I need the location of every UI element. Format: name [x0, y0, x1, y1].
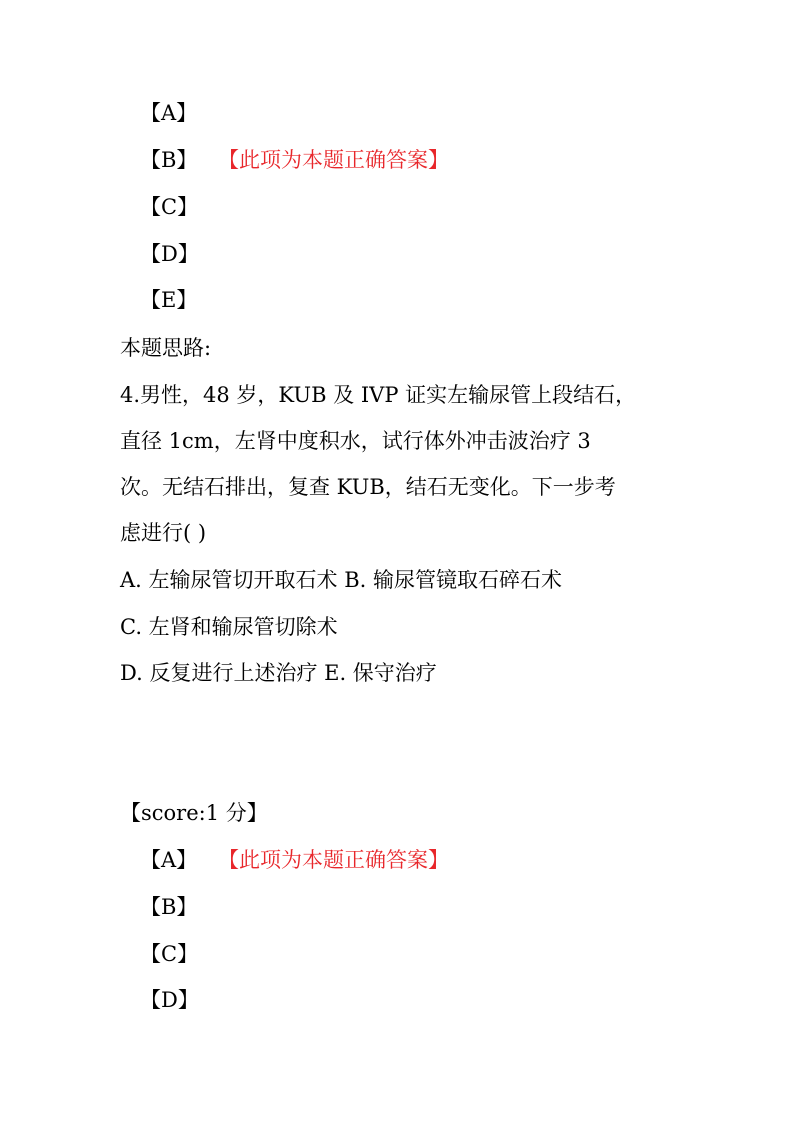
correct-answer-mark: 【此项为本题正确答案】 [218, 848, 449, 872]
option-row [140, 845, 449, 875]
question-stem-line: 虑进行( ) [120, 521, 207, 545]
option-label: 【E】 [140, 288, 198, 312]
question-choice-line: C. 左肾和输尿管切除术 [120, 615, 338, 639]
option-label: 【D】 [140, 988, 199, 1012]
option-row [140, 985, 218, 1015]
option-row [140, 939, 218, 969]
option-row [140, 239, 218, 269]
question-stem-line: 4.男性，48 岁，KUB 及 IVP 证实左输尿管上段结石， [120, 383, 637, 407]
option-label: 【A】 [140, 848, 198, 872]
question-choice-line: D. 反复进行上述治疗 E. 保守治疗 [120, 661, 437, 685]
question-score: 【score:1 分】 [120, 801, 268, 825]
option-label: 【B】 [140, 895, 198, 919]
option-row [140, 145, 449, 175]
reasoning-label: 本题思路: [120, 336, 212, 360]
option-label: 【D】 [140, 242, 199, 266]
option-row [140, 192, 218, 222]
correct-answer-mark: 【此项为本题正确答案】 [218, 148, 449, 172]
question-stem-line: 次。无结石排出，复查 KUB，结石无变化。下一步考 [120, 475, 616, 499]
option-row [140, 892, 218, 922]
option-label: 【C】 [140, 195, 199, 219]
option-label: 【C】 [140, 942, 199, 966]
option-label: 【A】 [140, 101, 198, 125]
option-row [140, 285, 218, 315]
option-row [140, 98, 218, 128]
question-choice-line: A. 左输尿管切开取石术 B. 输尿管镜取石碎石术 [120, 568, 562, 592]
option-label: 【B】 [140, 148, 198, 172]
question-stem-line: 直径 1cm，左肾中度积水，试行体外冲击波治疗 3 [120, 429, 591, 453]
